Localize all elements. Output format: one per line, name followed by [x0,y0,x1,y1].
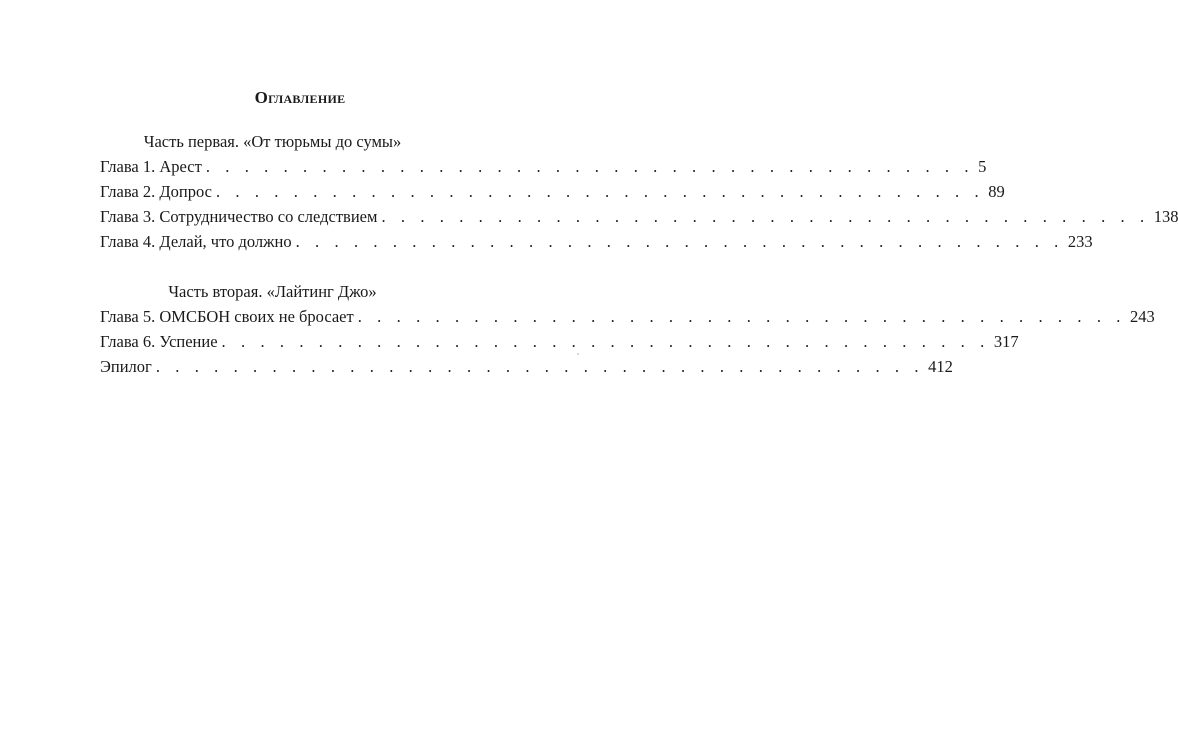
toc-entry-chapter-3 [100,207,1178,227]
leader-dots: . . . . . . . . . . . . . . . . . . . . . . . . . . . . . . . . . . . . . . . . [215,182,985,201]
entry-page-number: 89 [988,182,1005,201]
entry-page-number: 317 [993,332,1019,351]
toc-entry-chapter-1 [100,157,987,177]
entry-page-number: 138 [1153,207,1178,226]
leader-dots: . . . . . . . . . . . . . . . . . . . . . . . . . . . . . . . . . . . . . . . . [221,332,990,351]
toc-entry-chapter-5 [100,307,1155,327]
entry-label: Глава 4. Делай, что должно [100,232,292,251]
toc-entry-chapter-2 [100,182,1005,202]
toc-entry-chapter-4 [100,232,1093,252]
entry-label: Глава 2. Допрос [100,182,212,201]
toc-entry-chapter-6 [100,332,1019,352]
toc-title: Оглавление [254,88,346,107]
entry-page-number: 233 [1067,232,1093,251]
toc-entry-epilogue [100,357,953,377]
leader-dots: . . . . . . . . . . . . . . . . . . . . . . . . . . . . . . . . . . . . . . . . [205,157,975,176]
paper-speck [577,353,579,355]
entry-page-number: 412 [928,357,953,376]
leader-dots: . . . . . . . . . . . . . . . . . . . . . . . . . . . . . . . . . . . . . . . . [357,307,1126,326]
entry-label: Глава 5. ОМСБОН своих не бросает [100,307,354,326]
entry-label: Глава 1. Арест [100,157,202,176]
entry-page-number: 5 [978,157,987,176]
entry-label: Глава 6. Успение [100,332,218,351]
leader-dots: . . . . . . . . . . . . . . . . . . . . . . . . . . . . . . . . . . . . . . . . [381,207,1150,226]
part-heading-2: Часть вторая. «Лайтинг Джо» [168,282,377,301]
entry-page-number: 243 [1130,307,1155,326]
leader-dots: . . . . . . . . . . . . . . . . . . . . . . . . . . . . . . . . . . . . . . . . [295,232,1064,251]
entry-label: Глава 3. Сотрудничество со следствием [100,207,378,226]
leader-dots: . . . . . . . . . . . . . . . . . . . . . . . . . . . . . . . . . . . . . . . . [155,357,925,376]
part-heading-1: Часть первая. «От тюрьмы до сумы» [143,132,402,151]
entry-label: Эпилог [100,357,152,376]
